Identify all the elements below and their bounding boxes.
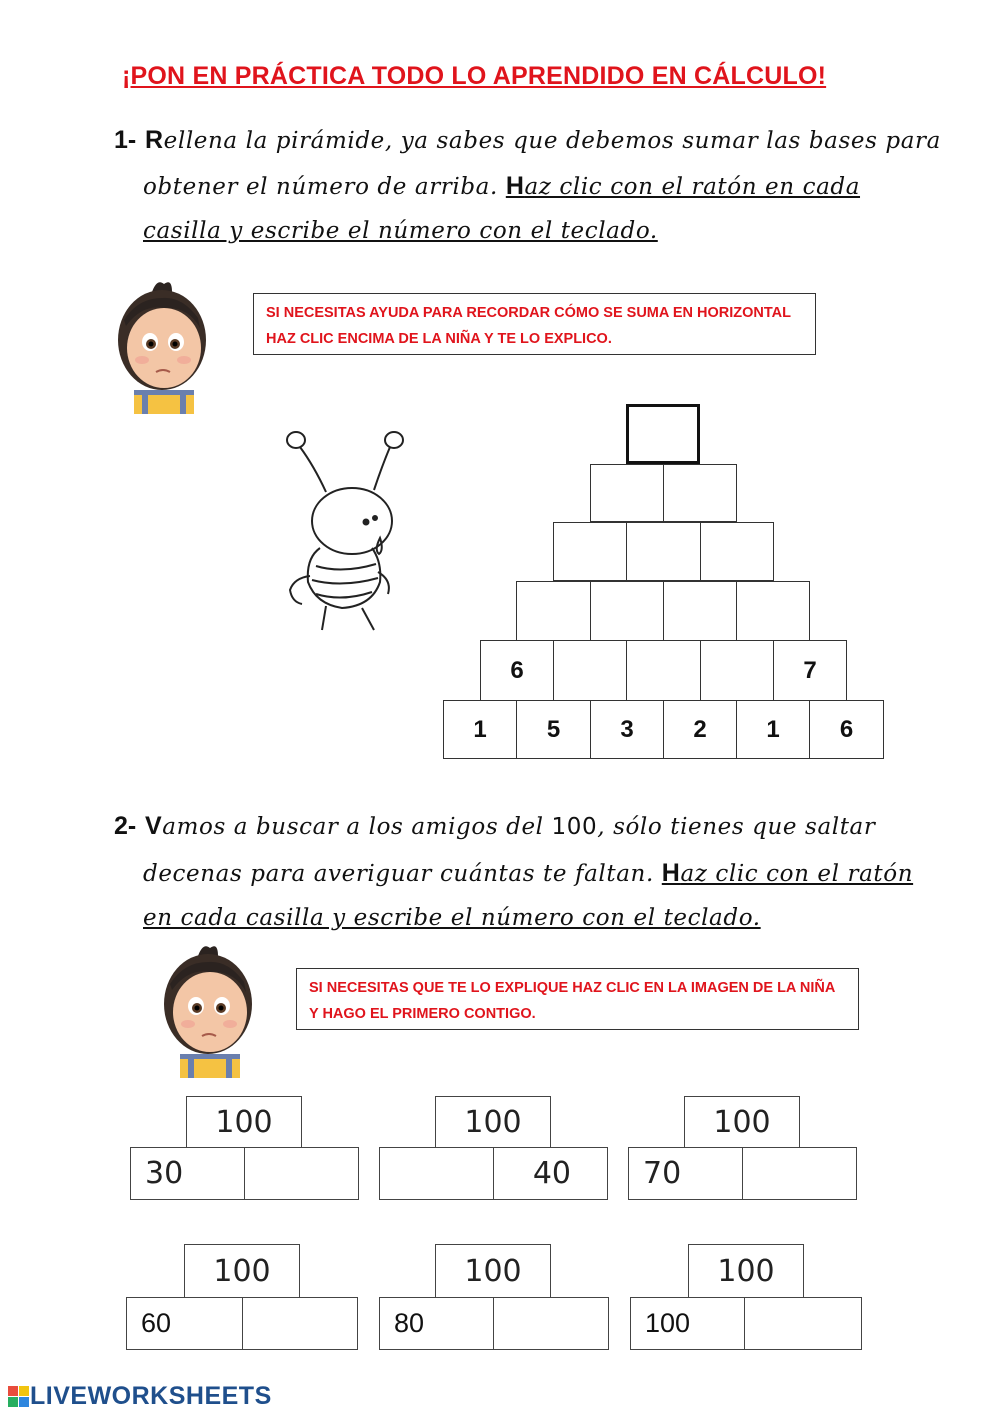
puzzle-top-cell: 100 bbox=[435, 1096, 551, 1148]
pyramid-cell[interactable] bbox=[590, 464, 664, 522]
help-box-2: SI NECESITAS QUE TE LO EXPLIQUE HAZ CLIC EN LA IMAGEN DE LA NIÑA Y HAGO EL PRIMERO CONTIGO. bbox=[296, 968, 859, 1030]
pyramid-cell[interactable] bbox=[516, 581, 591, 641]
puzzle-left-cell: 60 bbox=[126, 1297, 244, 1350]
puzzle-right-cell[interactable] bbox=[242, 1297, 358, 1350]
pyramid-cell[interactable] bbox=[663, 464, 737, 522]
exercise-1-number: 1- bbox=[114, 126, 137, 154]
puzzle-top-cell: 100 bbox=[186, 1096, 302, 1148]
pyramid-cell[interactable] bbox=[700, 522, 774, 581]
puzzle-left-cell: 30 bbox=[130, 1147, 246, 1200]
girl-help-image-2[interactable] bbox=[158, 942, 258, 1082]
pyramid-cell: 2 bbox=[663, 700, 737, 759]
pyramid-cell[interactable] bbox=[553, 522, 627, 581]
puzzle-right-cell[interactable] bbox=[493, 1297, 609, 1350]
pyramid-cell[interactable] bbox=[626, 404, 700, 464]
pyramid-cell: 6 bbox=[809, 700, 884, 759]
pyramid-cell[interactable] bbox=[626, 522, 701, 581]
puzzle-right-cell: 40 bbox=[493, 1147, 608, 1200]
pyramid-cell: 3 bbox=[590, 700, 664, 759]
logo-blocks-icon bbox=[8, 1386, 30, 1408]
girl-help-image-1[interactable] bbox=[112, 278, 212, 418]
pyramid-cell: 1 bbox=[443, 700, 517, 759]
puzzle-top-cell: 100 bbox=[184, 1244, 300, 1298]
pyramid-cell[interactable] bbox=[663, 581, 737, 641]
exercise-2-number: 2- bbox=[114, 812, 137, 840]
exercise-2-line-1: Vamos a buscar a los amigos del 100, sólo tienes que saltar bbox=[145, 812, 876, 840]
exercise-2-line-3: en cada casilla y escribe el número con el teclado. bbox=[143, 905, 761, 931]
bug-illustration bbox=[282, 426, 412, 636]
logo-text: LIVEWORKSHEETS bbox=[30, 1382, 272, 1410]
help-box-1: SI NECESITAS AYUDA PARA RECORDAR CÓMO SE SUMA EN HORIZONTAL HAZ CLIC ENCIMA DE LA NIÑA Y TE LO EXPLICO. bbox=[253, 293, 816, 355]
pyramid-cell: 5 bbox=[516, 700, 591, 759]
pyramid-cell: 7 bbox=[773, 640, 847, 701]
pyramid-cell: 6 bbox=[480, 640, 554, 701]
puzzle-right-cell[interactable] bbox=[244, 1147, 359, 1200]
puzzle-left-cell: 100 bbox=[630, 1297, 746, 1350]
pyramid-cell[interactable] bbox=[590, 581, 664, 641]
pyramid-cell[interactable] bbox=[626, 640, 701, 701]
exercise-1-line-1: Rellena la pirámide, ya sabes que debemos sumar las bases para bbox=[145, 126, 941, 154]
pyramid-cell[interactable] bbox=[553, 640, 627, 701]
exercise-1-line-2: obtener el número de arriba. Haz clic con el ratón en cada bbox=[143, 172, 861, 200]
pyramid-cell: 1 bbox=[736, 700, 810, 759]
puzzle-left-cell: 80 bbox=[379, 1297, 495, 1350]
pyramid-cell[interactable] bbox=[736, 581, 810, 641]
exercise-1-line-3: casilla y escribe el número con el teclado. bbox=[143, 218, 658, 244]
puzzle-top-cell: 100 bbox=[684, 1096, 800, 1148]
puzzle-right-cell[interactable] bbox=[742, 1147, 857, 1200]
puzzle-left-cell: 70 bbox=[628, 1147, 744, 1200]
puzzle-top-cell: 100 bbox=[435, 1244, 551, 1298]
page-title: ¡PON EN PRÁCTICA TODO LO APRENDIDO EN CÁLCULO! bbox=[122, 62, 827, 90]
liveworksheets-logo[interactable] bbox=[8, 1382, 272, 1411]
puzzle-right-cell[interactable] bbox=[744, 1297, 862, 1350]
puzzle-top-cell: 100 bbox=[688, 1244, 804, 1298]
puzzle-left-cell[interactable] bbox=[379, 1147, 495, 1200]
exercise-2-line-2: decenas para averiguar cuántas te faltan. Haz clic con el ratón bbox=[143, 859, 914, 887]
pyramid-cell[interactable] bbox=[700, 640, 774, 701]
